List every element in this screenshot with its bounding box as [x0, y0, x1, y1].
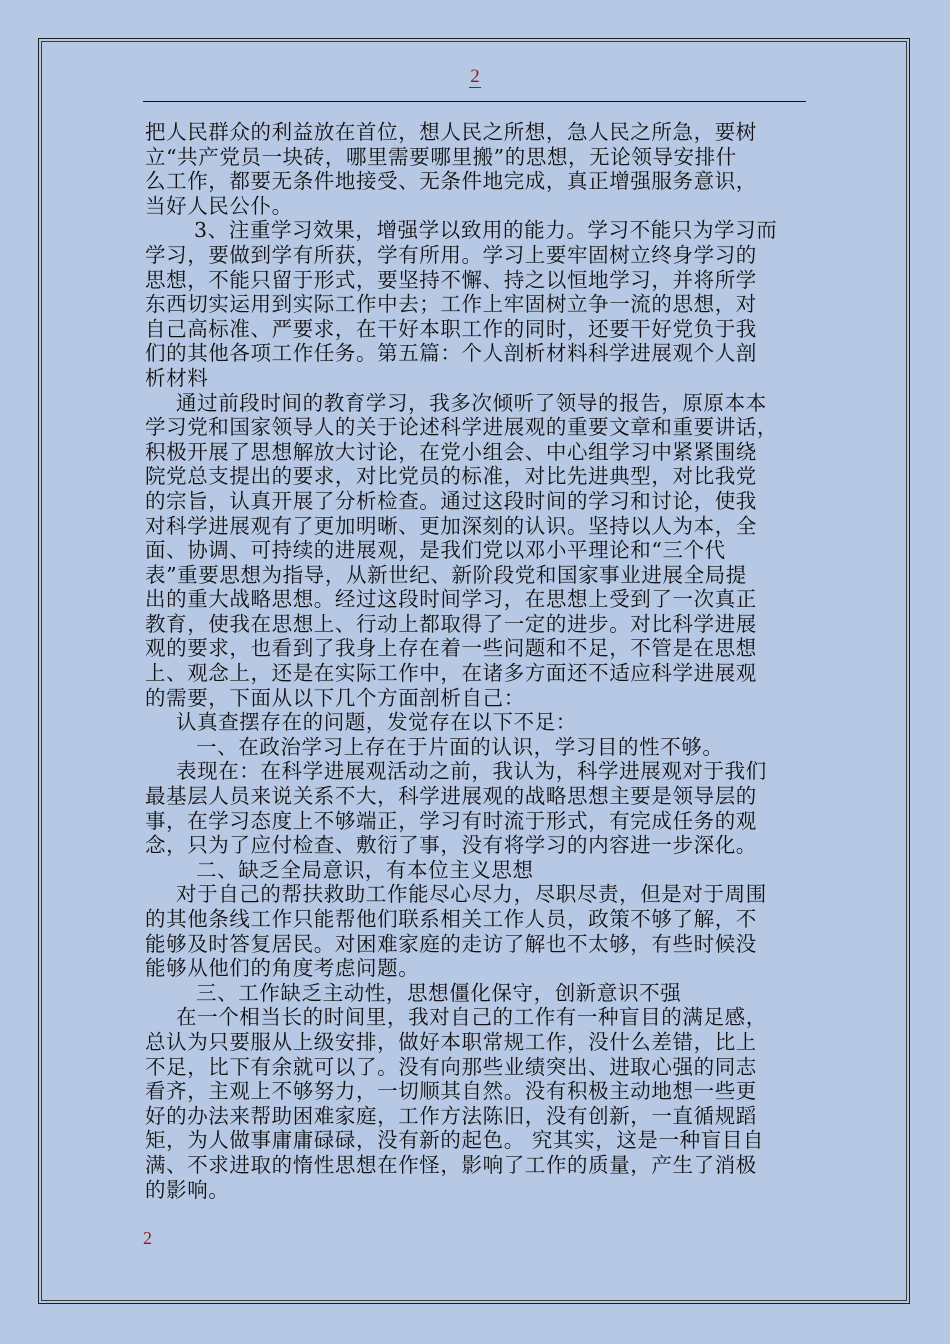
- text-line: 念，只为了应付检查、敷衍了事，没有将学习的内容进一步深化。: [145, 833, 757, 858]
- text-line: 看齐，主观上不够努力，一切顺其自然。没有积极主动地想一些更: [145, 1079, 757, 1104]
- text-line: 矩，为人做事庸庸碌碌，没有新的起色。 究其实，这是一种盲目自: [145, 1128, 765, 1153]
- text-line: 最基层人员来说关系不大，科学进展观的战略思想主要是领导层的: [145, 784, 757, 809]
- document-body: [145, 120, 813, 1202]
- text-line: 们的其他各项工作任务。第五篇：个人剖析材料科学进展观个人剖: [145, 341, 757, 366]
- text-line: 能够及时答复居民。对困难家庭的走访了解也不太够，有些时候没: [145, 931, 757, 956]
- text-line: 满、不求进取的惰性思想在作怪，影响了工作的质量，产生了消极: [145, 1152, 757, 1177]
- text-line: 对于自己的帮扶救助工作能尽心尽力，尽职尽责，但是对于周围: [176, 882, 767, 907]
- text-line: 对科学进展观有了更加明晰、更加深刻的认识。坚持以人为本，全: [145, 513, 757, 538]
- text-line: 析材料: [145, 365, 209, 390]
- footer-page-number: 2: [143, 1228, 152, 1248]
- text-line: 通过前段时间的教育学习，我多次倾听了领导的报告，原原本本: [176, 390, 767, 415]
- header-page-number: 2: [470, 66, 480, 87]
- text-line: 院党总支提出的要求，对比党员的标准，对比先进典型，对比我党: [145, 464, 757, 489]
- text-line: 的其他条线工作只能帮他们联系相关工作人员，政策不够了解，不: [145, 907, 757, 931]
- text-line: 总认为只要服从上级安排，做好本职常规工作，没什么差错，比上: [145, 1029, 757, 1054]
- text-line: 东西切实运用到实际工作中去；工作上牢固树立争一流的思想，对: [145, 292, 757, 317]
- text-line: 认真查摆存在的问题，发觉存在以下不足：: [176, 710, 577, 735]
- text-line: 不足，比下有余就可以了。没有向那些业绩突出、进取心强的同志: [145, 1054, 757, 1079]
- text-line: 么工作，都要无条件地接受、无条件地完成，真正增强服务意识，: [145, 169, 757, 194]
- text-line: 三、工作缺乏主动性，思想僵化保守，创新意识不强: [196, 980, 682, 1005]
- text-line: 当好人民公仆。: [145, 193, 293, 218]
- text-line: 学习，要做到学有所获，学有所用。学习上要牢固树立终身学习的: [145, 242, 757, 267]
- text-line: 的宗旨，认真开展了分析检查。通过这段时间的学习和讨论，使我: [145, 488, 757, 513]
- text-line: 表现在：在科学进展观活动之前，我认为，科学进展观对于我们: [176, 759, 767, 784]
- text-line: 积极开展了思想解放大讨论，在党小组会、中心组学习中紧紧围绕: [145, 439, 757, 464]
- text-line: 表”重要思想为指导，从新世纪、新阶段党和国家事业进展全局提: [145, 562, 747, 587]
- text-line: 把人民群众的利益放在首位，想人民之所想，急人民之所急，要树: [145, 120, 757, 144]
- text-line: 一、在政治学习上存在于片面的认识，学习目的性不够。: [196, 734, 724, 759]
- text-line: 学习党和国家领导人的关于论述科学进展观的重要文章和重要讲话，: [145, 415, 778, 440]
- text-line: 观的要求，也看到了我身上存在着一些问题和不足，不管是在思想: [145, 636, 757, 661]
- text-line: 能够从他们的角度考虑问题。: [145, 956, 420, 981]
- text-line: 的需要，下面从以下几个方面剖析自己：: [145, 685, 525, 710]
- text-line: 3、注重学习效果，增强学以致用的能力。学习不能只为学习而: [194, 218, 778, 243]
- text-line: 教育，使我在思想上、行动上都取得了一定的进步。对比科学进展: [145, 611, 757, 636]
- text-line: 在一个相当长的时间里，我对自己的工作有一种盲目的满足感，: [176, 1005, 767, 1030]
- text-line: 思想，不能只留于形式，要坚持不懈、持之以恒地学习，并将所学: [145, 267, 757, 292]
- text-line: 出的重大战略思想。经过这段时间学习，在思想上受到了一次真正: [145, 587, 757, 612]
- text-line: 好的办法来帮助困难家庭，工作方法陈旧，没有创新，一直循规蹈: [145, 1103, 757, 1128]
- text-line: 面、协调、可持续的进展观，是我们党以邓小平理论和“三个代: [145, 538, 726, 563]
- text-line: 事，在学习态度上不够端正，学习有时流于形式，有完成任务的观: [145, 808, 757, 833]
- text-line: 自己高标准、严要求，在干好本职工作的同时，还要干好党负于我: [145, 316, 757, 341]
- text-line: 的影响。: [145, 1177, 230, 1202]
- text-line: 立“共产党员一块砖，哪里需要哪里搬”的思想，无论领导安排什: [145, 144, 737, 169]
- text-line: 二、缺乏全局意识，有本位主义思想: [196, 857, 534, 882]
- header-divider: [143, 101, 806, 102]
- text-line: 上、观念上，还是在实际工作中，在诸多方面还不适应科学进展观: [145, 661, 757, 686]
